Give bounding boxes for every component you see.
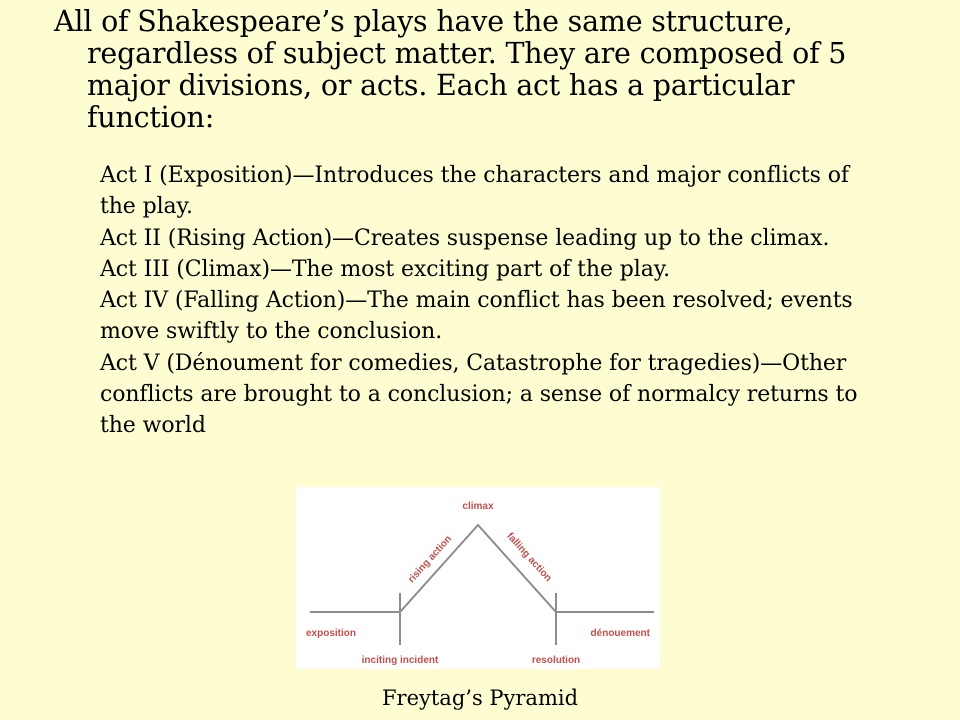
act-4-description: Act IV (Falling Action)—The main conflict has been resolved; events move swiftly to the conclusion. (100, 288, 853, 345)
act-1-description: Act I (Exposition)—Introduces the characters and major conflicts of the play. (100, 163, 849, 220)
rising-action-label: rising action (406, 533, 455, 586)
pyramid-line (310, 525, 654, 612)
exposition-label: exposition (306, 628, 357, 639)
climax-label: climax (462, 501, 494, 512)
denouement-label: dénouement (590, 628, 650, 639)
falling-action-label: falling action (504, 530, 554, 584)
act-3-description: Act III (Climax)—The most exciting part of the play. (100, 256, 671, 282)
inciting-incident-label: inciting incident (361, 655, 439, 666)
intro-paragraph: All of Shakespeare’s plays have the same structure, regardless of subject matter. They are composed of 5 major divisions, or acts. Each act has a particular function: (54, 5, 847, 134)
act-5-description: Act V (Dénoument for comedies, Catastrophe for tragedies)—Other conflicts are brought to a conclusion; a sense of normalcy returns to the world (100, 350, 858, 439)
pyramid-svg (296, 487, 660, 669)
acts-list (100, 160, 860, 442)
resolution-label: resolution (531, 655, 581, 666)
freytag-pyramid-diagram (296, 487, 660, 669)
act-2-description: Act II (Rising Action)—Creates suspense leading up to the climax. (100, 225, 830, 251)
diagram-caption: Freytag’s Pyramid (381, 686, 579, 710)
